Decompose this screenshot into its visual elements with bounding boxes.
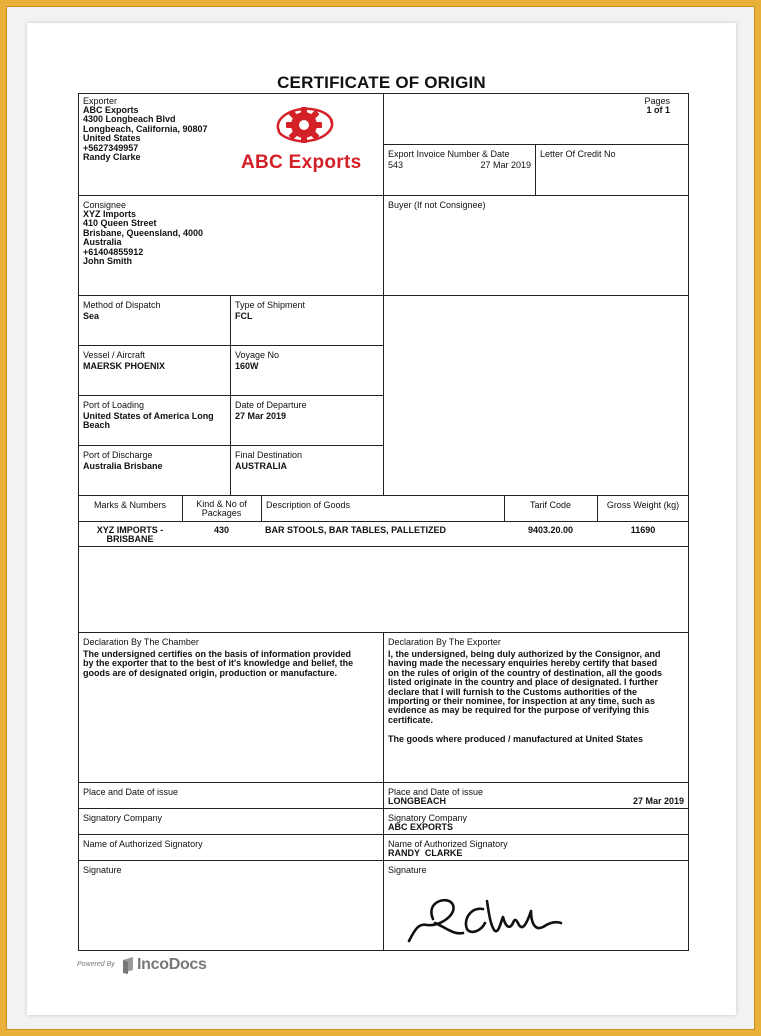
- voyage-value: 160W: [235, 361, 259, 371]
- exporter-decl-label: Declaration By The Exporter: [388, 637, 501, 647]
- document-title: CERTIFICATE OF ORIGIN: [277, 73, 486, 92]
- right-place-value: LONGBEACH: [388, 796, 446, 806]
- invoice-box: [383, 144, 536, 196]
- dispatch-box: [78, 295, 231, 346]
- left-signature-label: Signature: [83, 865, 122, 875]
- abc-exports-logo-text: ABC Exports: [241, 152, 362, 173]
- exporter-decl-line1: I, the undersigned, being duly authorized by the Consignor, and: [388, 649, 661, 659]
- right-place-date-box: [383, 782, 689, 809]
- final-destination-value: AUSTRALIA: [235, 461, 287, 471]
- port-loading-label: Port of Loading: [83, 400, 145, 410]
- invoice-label: Export Invoice Number & Date: [388, 149, 510, 159]
- chamber-label: Declaration By The Chamber: [83, 637, 199, 647]
- exporter-decl-line8: certificate.: [388, 714, 434, 725]
- window-frame: [6, 6, 755, 1030]
- right-name-label: Name of Authorized Signatory: [388, 839, 508, 849]
- exporter-decl-line5: declare that I will furnish to the Customs authorities of the: [388, 686, 638, 697]
- exporter-decl-line3: on the rules of origin of the country of destination, all the goods: [388, 667, 662, 678]
- departure-box: [230, 395, 384, 446]
- incodocs-logo-icon: [121, 956, 135, 974]
- consignee-address1: 410 Queen Street: [83, 218, 157, 229]
- port-discharge-label: Port of Discharge: [83, 450, 153, 460]
- header-kind-line2: Packages: [201, 508, 242, 518]
- row-tarif: 9403.20.00: [527, 525, 574, 535]
- exporter-label: Exporter: [83, 96, 118, 106]
- invoice-number: 543: [388, 160, 404, 170]
- voyage-box: [230, 345, 384, 396]
- port-loading-box: [78, 395, 231, 446]
- exporter-contact: Randy Clarke: [83, 152, 141, 163]
- row-weight: 11690: [630, 525, 656, 535]
- powered-by-label: Powered By: [77, 961, 115, 968]
- exporter-address2: Longbeach, California, 90807: [83, 123, 208, 134]
- departure-label: Date of Departure: [235, 400, 307, 410]
- invoice-date: 27 Mar 2019: [480, 160, 531, 170]
- consignee-phone: +61404855912: [83, 246, 144, 257]
- shipment-type-label: Type of Shipment: [235, 300, 306, 310]
- exporter-decl-line4: listed originate in the country and place of designated. I further: [388, 677, 659, 688]
- exporter-decl-line2: having made the necessary enquiries hereby certify that based: [388, 658, 658, 669]
- row-marks-line1: XYZ IMPORTS -: [96, 525, 164, 535]
- consignee-box: [78, 195, 384, 296]
- exporter-name: ABC Exports: [83, 105, 139, 115]
- chamber-declaration-box: [78, 632, 384, 783]
- final-destination-box: [230, 445, 384, 496]
- left-name-box: [78, 834, 384, 861]
- right-name-value: RANDY CLARKE: [388, 848, 463, 858]
- header-marks: Marks & Numbers: [93, 500, 166, 510]
- exporter-declaration-box: [383, 632, 689, 783]
- right-name-box: [383, 834, 689, 861]
- port-discharge-box: [78, 445, 231, 496]
- shipping-right-blank: [383, 295, 689, 496]
- chamber-text-line2: by the exporter that to the best of it's knowledge and belief, the: [83, 658, 354, 669]
- shipment-type-value: FCL: [235, 311, 253, 321]
- right-place-label: Place and Date of issue: [388, 787, 484, 797]
- departure-value: 27 Mar 2019: [235, 411, 287, 421]
- handwritten-signature: [405, 889, 565, 945]
- right-signature-label: Signature: [388, 865, 427, 875]
- port-loading-value: United States of America Long Beach: [83, 411, 214, 431]
- left-name-label: Name of Authorized Signatory: [83, 839, 203, 849]
- port-discharge-value: Australia Brisbane: [83, 461, 163, 471]
- dispatch-value: Sea: [83, 311, 100, 321]
- header-kind-line1: Kind & No of: [196, 499, 247, 509]
- right-company-box: [383, 808, 689, 835]
- consignee-address2: Brisbane, Queensland, 4000: [83, 227, 204, 238]
- buyer-label: Buyer (If not Consignee): [388, 200, 486, 210]
- chamber-text-line3: goods are of designated origin, production or manufacture.: [83, 667, 338, 678]
- buyer-box: [383, 195, 689, 296]
- exporter-decl-line6: importing or their nominee, for inspection at any time, such as: [388, 696, 656, 707]
- exporter-country: United States: [83, 133, 141, 144]
- vessel-box: [78, 345, 231, 396]
- consignee-country: Australia: [83, 237, 122, 248]
- vessel-value: MAERSK PHOENIX: [83, 361, 166, 371]
- row-marks: [78, 526, 182, 545]
- pages-label: Pages: [644, 96, 670, 106]
- vessel-label: Vessel / Aircraft: [83, 350, 146, 360]
- header-kind: [182, 500, 261, 518]
- exporter-phone: +5627349957: [83, 142, 139, 153]
- row-packages: 430: [213, 525, 230, 535]
- consignee-label: Consignee: [83, 200, 127, 210]
- exporter-address1: 4300 Longbeach Blvd: [83, 114, 176, 125]
- left-place-label: Place and Date of issue: [83, 787, 179, 797]
- left-company-box: [78, 808, 384, 835]
- left-company-label: Signatory Company: [83, 813, 163, 823]
- right-company-label: Signatory Company: [388, 813, 468, 823]
- letter-of-credit-box: [535, 144, 689, 196]
- certificate-page: [27, 23, 736, 1015]
- exporter-decl-line7: evidence as may be required for the purpose of verifying this: [388, 705, 650, 716]
- final-destination-label: Final Destination: [235, 450, 303, 460]
- exporter-decl-produced: The goods where produced / manufactured at United States: [388, 734, 644, 745]
- abc-exports-gear-logo: [271, 101, 339, 149]
- left-place-date-box: [78, 782, 384, 809]
- right-date-value: 27 Mar 2019: [632, 796, 684, 806]
- voyage-label: Voyage No: [235, 350, 280, 360]
- row-marks-line2: BRISBANE: [106, 534, 154, 545]
- header-weight: Gross Weight (kg): [606, 500, 680, 510]
- shipment-type-box: [230, 295, 384, 346]
- pages-box: [383, 93, 689, 145]
- letter-of-credit-label: Letter Of Credit No: [540, 149, 616, 159]
- row-description: BAR STOOLS, BAR TABLES, PALLETIZED: [265, 525, 447, 535]
- consignee-name: XYZ Imports: [83, 209, 137, 219]
- dispatch-label: Method of Dispatch: [83, 300, 161, 310]
- right-company-value: ABC EXPORTS: [388, 822, 454, 832]
- header-tarif: Tarif Code: [529, 500, 572, 510]
- left-signature-box: [78, 860, 384, 951]
- incodocs-brand: IncoDocs: [137, 956, 207, 973]
- consignee-contact: John Smith: [83, 256, 132, 267]
- header-description: Description of Goods: [266, 500, 351, 510]
- chamber-text-line1: The undersigned certifies on the basis of information provided: [83, 649, 352, 659]
- pages-value: 1 of 1: [646, 105, 670, 115]
